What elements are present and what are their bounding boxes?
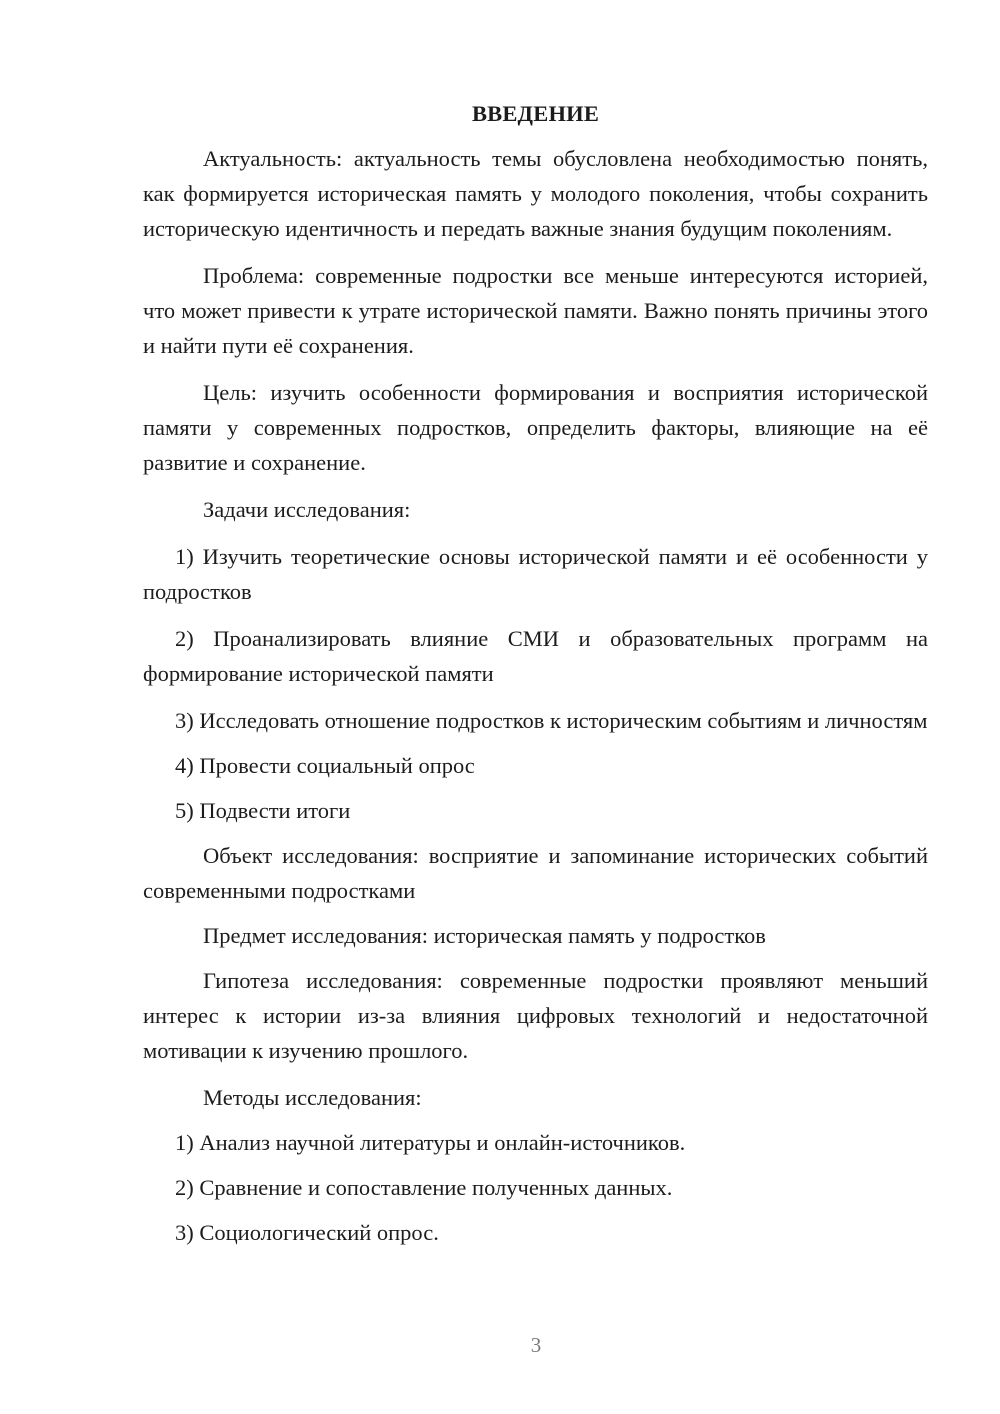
page-content	[143, 96, 928, 1260]
task-item: 2) Проанализировать влияние СМИ и образовательных программ на формирование исторической памяти	[143, 626, 928, 686]
goal-paragraph: Цель: изучить особенности формирования и восприятия исторической памяти у современных подростков, определить факторы, влияющие на её развитие и сохранение.	[143, 380, 928, 475]
object-paragraph: Объект исследования: восприятие и запоминание исторических событий современными подростками	[143, 843, 928, 903]
relevance-paragraph: Актуальность: актуальность темы обусловлена необходимостью понять, как формируется историческая память у молодого поколения, чтобы сохранить историческую идентичность и передать важные знания будущим поколениям.	[143, 146, 928, 241]
task-item: 5) Подвести итоги	[175, 798, 351, 823]
methods-heading: Методы исследования:	[203, 1085, 422, 1110]
task-item: 1) Изучить теоретические основы исторической памяти и её особенности у подростков	[143, 544, 928, 604]
subject-paragraph: Предмет исследования: историческая память у подростков	[203, 923, 766, 948]
method-item: 3) Социологический опрос.	[175, 1220, 439, 1245]
method-item: 1) Анализ научной литературы и онлайн-источников.	[175, 1130, 686, 1155]
problem-paragraph: Проблема: современные подростки все меньше интересуются историей, что может привести к утрате исторической памяти. Важно понять причины этого и найти пути её сохранения.	[143, 263, 928, 358]
tasks-heading: Задачи исследования:	[203, 497, 411, 522]
page-title: ВВЕДЕНИЕ	[471, 101, 600, 126]
hypothesis-paragraph: Гипотеза исследования: современные подростки проявляют меньший интерес к истории из-за влияния цифровых технологий и недостаточной мотивации к изучению прошлого.	[143, 968, 928, 1063]
method-item: 2) Сравнение и сопоставление полученных данных.	[175, 1175, 673, 1200]
task-item: 4) Провести социальный опрос	[175, 753, 475, 778]
page-number: 3	[530, 1333, 542, 1357]
task-item: 3) Исследовать отношение подростков к историческим событиям и личностям	[175, 708, 928, 733]
